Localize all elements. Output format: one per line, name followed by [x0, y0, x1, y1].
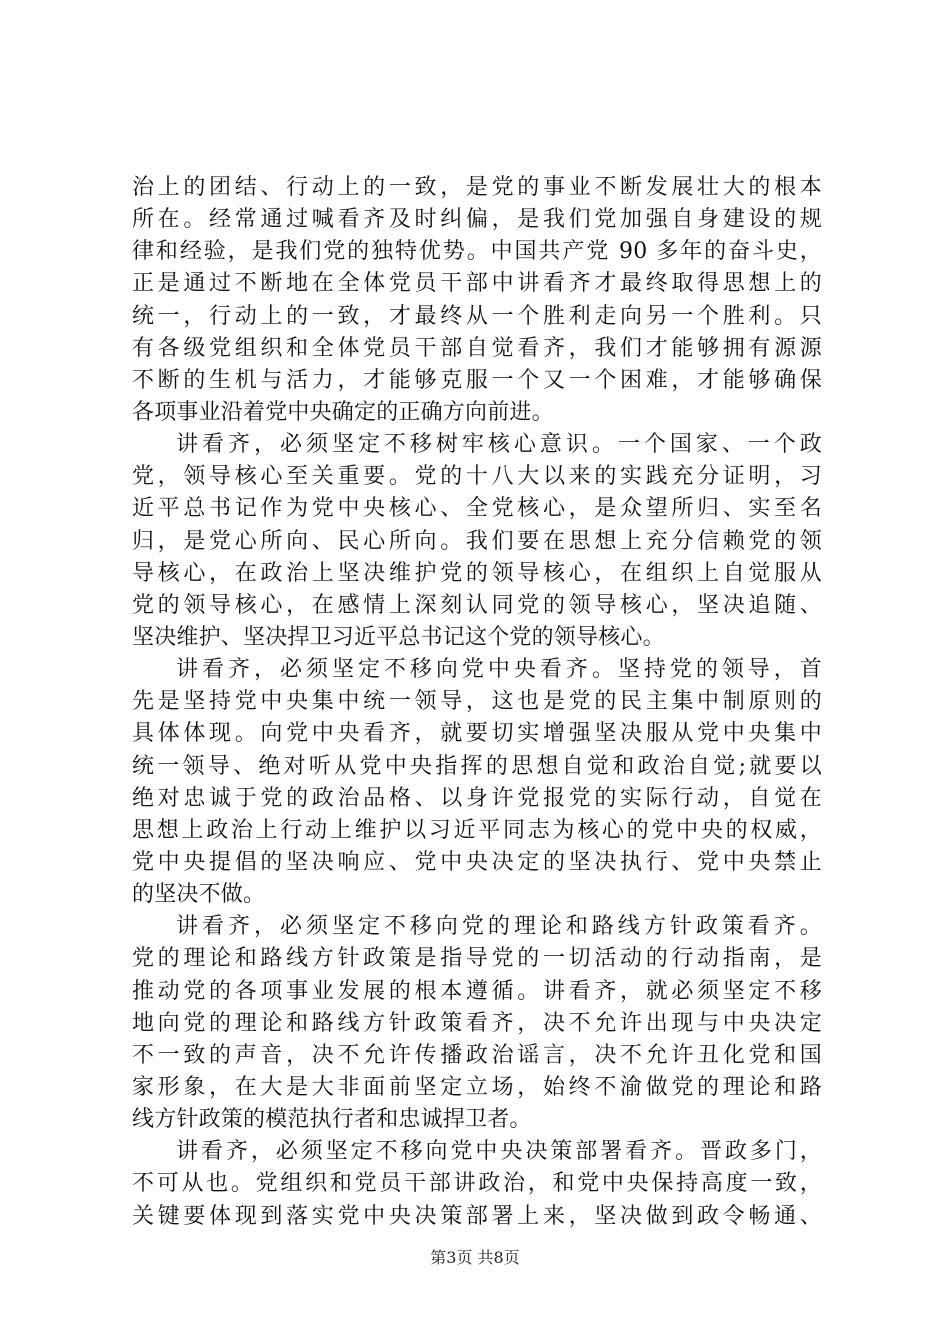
- text-line: 家形象，在大是大非面前坚定立场，始终不渝做党的理论和路: [132, 1074, 822, 1100]
- text-line: 不断的生机与活力，才能够克服一个又一个困难，才能够确保: [132, 367, 822, 393]
- text-line-paragraph-start: 讲看齐，必须坚定不移向党中央看齐。坚持党的领导，首: [176, 657, 822, 683]
- text-line: 思想上政治上行动上维护以习近平同志为核心的党中央的权威，: [132, 817, 822, 843]
- text-line: 党，领导核心至关重要。党的十八大以来的实践充分证明，习: [132, 464, 822, 490]
- text-line-paragraph-start: 讲看齐，必须坚定不移树牢核心意识。一个国家、一个政: [176, 432, 822, 458]
- text-line: 地向党的理论和路线方针政策看齐，决不允许出现与中央决定: [132, 1010, 822, 1036]
- text-line-paragraph-end: 各项事业沿着党中央确定的正确方向前进。: [132, 399, 554, 425]
- text-line-paragraph-end: 线方针政策的模范执行者和忠诚捍卫者。: [132, 1107, 532, 1133]
- text-line: 正是通过不断地在全体党员干部中讲看齐才最终取得思想上的: [132, 271, 822, 297]
- text-line-paragraph-start: 讲看齐，必须坚定不移向党的理论和路线方针政策看齐。: [176, 914, 822, 940]
- text-line-paragraph-start: 讲看齐，必须坚定不移向党中央决策部署看齐。晋政多门，: [176, 1139, 822, 1165]
- document-body: [132, 172, 822, 1233]
- text-line: 统一，行动上的一致，才最终从一个胜利走向另一个胜利。只: [132, 303, 822, 329]
- text-line: 治上的团结、行动上的一致，是党的事业不断发展壮大的根本: [132, 175, 822, 200]
- text-line: 不一致的声音，决不允许传播政治谣言，决不允许丑化党和国: [132, 1042, 822, 1068]
- text-line: 所在。经常通过喊看齐及时纠偏，是我们党加强自身建设的规: [132, 207, 822, 233]
- text-line: 统一领导、绝对听从党中央指挥的思想自觉和政治自觉;就要以: [132, 753, 822, 779]
- text-line: 党的领导核心，在感情上深刻认同党的领导核心，坚决追随、: [132, 592, 822, 618]
- text-line: 绝对忠诚于党的政治品格、以身许党报党的实际行动，自觉在: [132, 785, 822, 811]
- text-line-paragraph-end: 的坚决不做。: [132, 882, 266, 908]
- text-line: 关键要体现到落实党中央决策部署上来，坚决做到政令畅通、: [132, 1203, 822, 1229]
- text-line: 有各级党组织和全体党员干部自觉看齐，我们才能够拥有源源: [132, 335, 822, 361]
- text-line: 近平总书记作为党中央核心、全党核心，是众望所归、实至名: [132, 496, 822, 522]
- text-line: 党中央提倡的坚决响应、党中央决定的坚决执行、党中央禁止: [132, 849, 822, 875]
- text-line: 党的理论和路线方针政策是指导党的一切活动的行动指南，是: [132, 946, 822, 972]
- text-line: 具体体现。向党中央看齐，就要切实增强坚决服从党中央集中: [132, 721, 822, 747]
- page-number-footer: 第3页 共8页: [430, 1248, 520, 1267]
- text-line: 律和经验，是我们党的独特优势。中国共产党 90 多年的奋斗史，: [132, 239, 822, 265]
- text-line: 推动党的各项事业发展的根本遵循。讲看齐，就必须坚定不移: [132, 978, 822, 1004]
- text-line: 归，是党心所向、民心所向。我们要在思想上充分信赖党的领: [132, 528, 822, 554]
- text-line: 不可从也。党组织和党员干部讲政治，和党中央保持高度一致，: [132, 1171, 822, 1197]
- text-line: 导核心，在政治上坚决维护党的领导核心，在组织上自觉服从: [132, 560, 822, 586]
- text-line: 先是坚持党中央集中统一领导，这也是党的民主集中制原则的: [132, 689, 822, 715]
- text-line-paragraph-end: 坚决维护、坚决捍卫习近平总书记这个党的领导核心。: [132, 624, 665, 650]
